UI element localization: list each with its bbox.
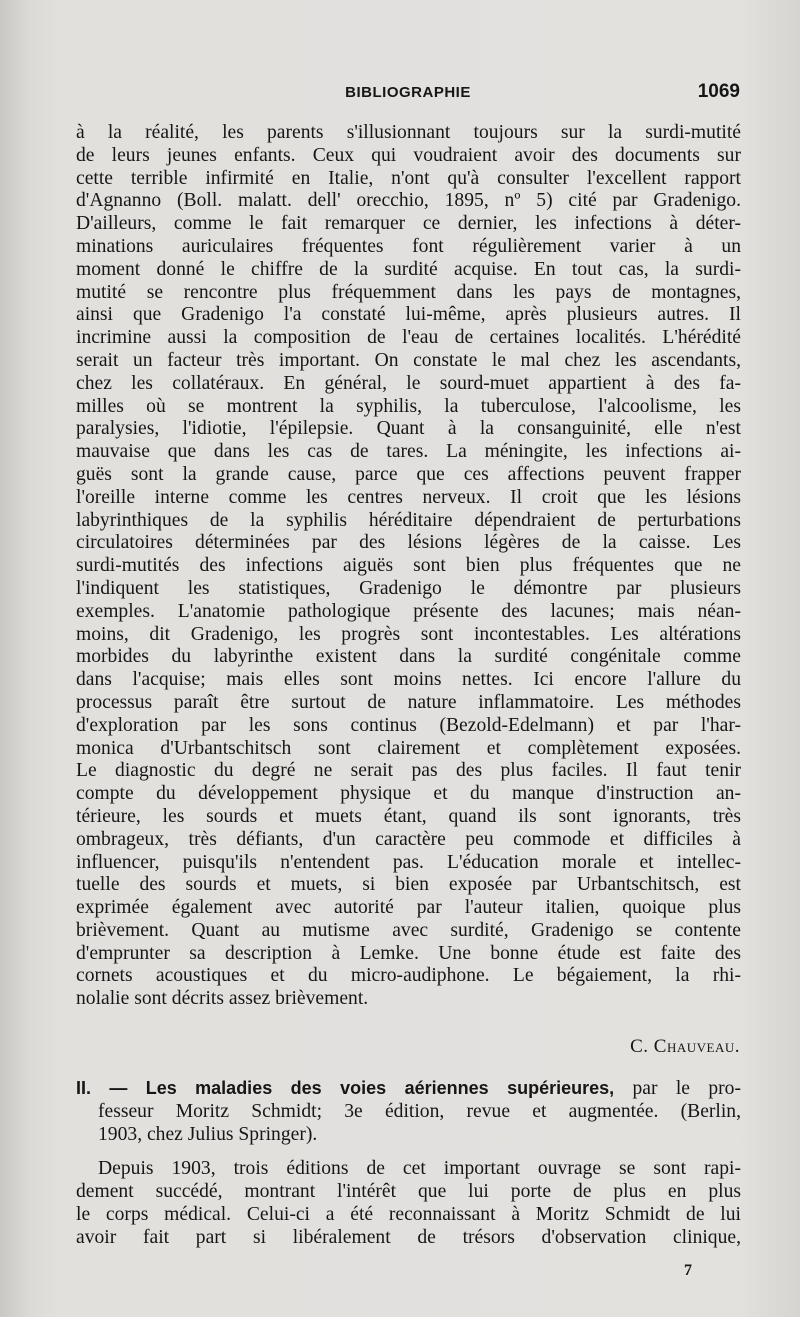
text-line: cornets acoustiques et du micro-audiphone. Le bégaiement, la rhi- xyxy=(76,965,741,987)
text-line: minations auriculaires fréquentes font régulièrement varier à un xyxy=(76,235,741,257)
text-line: paralysies, l'idiotie, l'épilepsie. Quant à la consanguinité, elle n'est xyxy=(76,418,741,440)
text-line: avoir fait part si libéralement de trésors d'observation clinique, xyxy=(76,1227,741,1248)
review-signature xyxy=(630,1036,740,1058)
text-line: moment donné le chiffre de la surdité acquise. En tout cas, la surdi- xyxy=(76,258,741,280)
text-line: morbides du labyrinthe existent dans la surdité congénitale comme xyxy=(76,646,741,668)
review-text-new xyxy=(76,1157,741,1249)
running-header xyxy=(76,81,740,112)
text-line: influencer, puisqu'ils n'entendent pas. L'éducation morale et intellec- xyxy=(76,851,741,873)
text-line: surdi-mutités des infections aiguës sont bien plus fréquentes que ne xyxy=(76,555,741,577)
text-line: monica d'Urbantschitsch sont clairement et complètement exposées. xyxy=(76,737,741,759)
text-line: D'ailleurs, comme le fait remarquer ce dernier, les infections à déter- xyxy=(76,213,741,235)
text-line: nolalie sont décrits assez brièvement. xyxy=(76,988,369,1010)
text-line: l'oreille interne comme les centres nerveux. Il croit que les lésions xyxy=(76,486,741,508)
text-line: brièvement. Quant au mutisme avec surdité, Gradenigo se contente xyxy=(76,919,741,941)
text-line: ainsi que Gradenigo l'a constaté lui-même, après plusieurs autres. Il xyxy=(76,304,741,326)
text-line: mutité se rencontre plus fréquemment dans les pays de montagnes, xyxy=(76,281,741,303)
text-line: cette terrible infirmité en Italie, n'ont qu'à consulter l'excellent rapport xyxy=(76,167,741,189)
text-line: Depuis 1903, trois éditions de cet important ouvrage se sont rapi- xyxy=(98,1158,741,1179)
page-number: 1069 xyxy=(697,81,740,102)
text-line: dement succédé, montrant l'intérêt que lui porte de plus en plus xyxy=(76,1181,741,1202)
text-line: serait un facteur très important. On constate le mal chez les ascendants, xyxy=(76,349,741,371)
text-line: de leurs jeunes enfants. Ceux qui voudraient avoir des documents sur xyxy=(76,144,741,166)
text-line: d'Agnanno (Boll. malatt. dell' orecchio, 1895, nº 5) cité par Gradenigo. xyxy=(76,190,741,212)
text-line: moins, dit Gradenigo, les progrès sont incontestables. Les altérations xyxy=(76,623,741,645)
text-line: processus paraît être surtout de nature inflammatoire. Les méthodes xyxy=(76,691,741,713)
entry-title: Les maladies des voies aériennes supérieures, xyxy=(145,1078,615,1098)
text-line: exprimée également avec autorité par l'auteur italien, quoique plus xyxy=(76,897,741,919)
bibliographic-entry xyxy=(76,1077,741,1146)
text-line: labyrinthiques de la syphilis héréditaire dépendraient de perturbations xyxy=(76,509,741,531)
text-line: à la réalité, les parents s'illusionnant toujours sur la surdi-mutité xyxy=(76,122,741,143)
text-line: Le diagnostic du degré ne serait pas des plus faciles. Il faut tenir xyxy=(76,760,741,782)
text-line: exemples. L'anatomie pathologique présente des lacunes; mais néan- xyxy=(76,600,741,622)
text-line: tuelle des sourds et muets, si bien exposée par Urbantschitsch, est xyxy=(76,874,741,896)
text-line: chez les collatéraux. En général, le sourd-muet appartient à des fa- xyxy=(76,372,741,394)
signature-name: C. Chauveau. xyxy=(630,1036,740,1057)
entry-author-intro: par le pro- xyxy=(632,1078,741,1099)
text-line: d'exploration par les sons continus (Bezold-Edelmann) et par l'har- xyxy=(76,714,741,736)
text-line: térieure, les sourds et muets étant, quand ils sont ignorants, très xyxy=(76,805,741,827)
running-title: BIBLIOGRAPHIE xyxy=(345,84,471,101)
entry-dash: — xyxy=(109,1078,128,1098)
entry-number: II. xyxy=(76,1078,92,1098)
text-line: mauvaise que dans les cas de tares. La méningite, les infections ai- xyxy=(76,441,741,463)
text-line: le corps médical. Celui-ci a été reconnaissant à Moritz Schmidt de lui xyxy=(76,1204,741,1225)
entry-second-line: fesseur Moritz Schmidt; 3e édition, revue et augmentée. (Berlin, xyxy=(98,1101,741,1122)
entry-first-line xyxy=(76,1077,741,1100)
text-line: incrimine aussi la composition de l'eau de certaines localités. L'hérédité xyxy=(76,327,741,349)
entry-third-line: 1903, chez Julius Springer). xyxy=(98,1124,318,1145)
text-line: guës sont la grande cause, parce que ces affections peuvent frapper xyxy=(76,463,741,485)
signature-mark: 7 xyxy=(684,1262,692,1279)
review-text-continued xyxy=(76,122,741,1011)
text-line: circulatoires déterminées par des lésions légères de la caisse. Les xyxy=(76,532,741,554)
text-line: d'emprunter sa description à Lemke. Une bonne étude est faite des xyxy=(76,942,741,964)
text-line: compte du développement physique et du manque d'instruction an- xyxy=(76,783,741,805)
text-line: dans l'acquise; mais elles sont moins nettes. Ici encore l'allure du xyxy=(76,669,741,691)
text-line: ombrageux, très défiants, d'un caractère peu commode et difficiles à xyxy=(76,828,741,850)
text-line: l'indiquent les statistiques, Gradenigo le démontre par plusieurs xyxy=(76,577,741,599)
text-line: milles où se montrent la syphilis, la tuberculose, l'alcoolisme, les xyxy=(76,395,741,417)
